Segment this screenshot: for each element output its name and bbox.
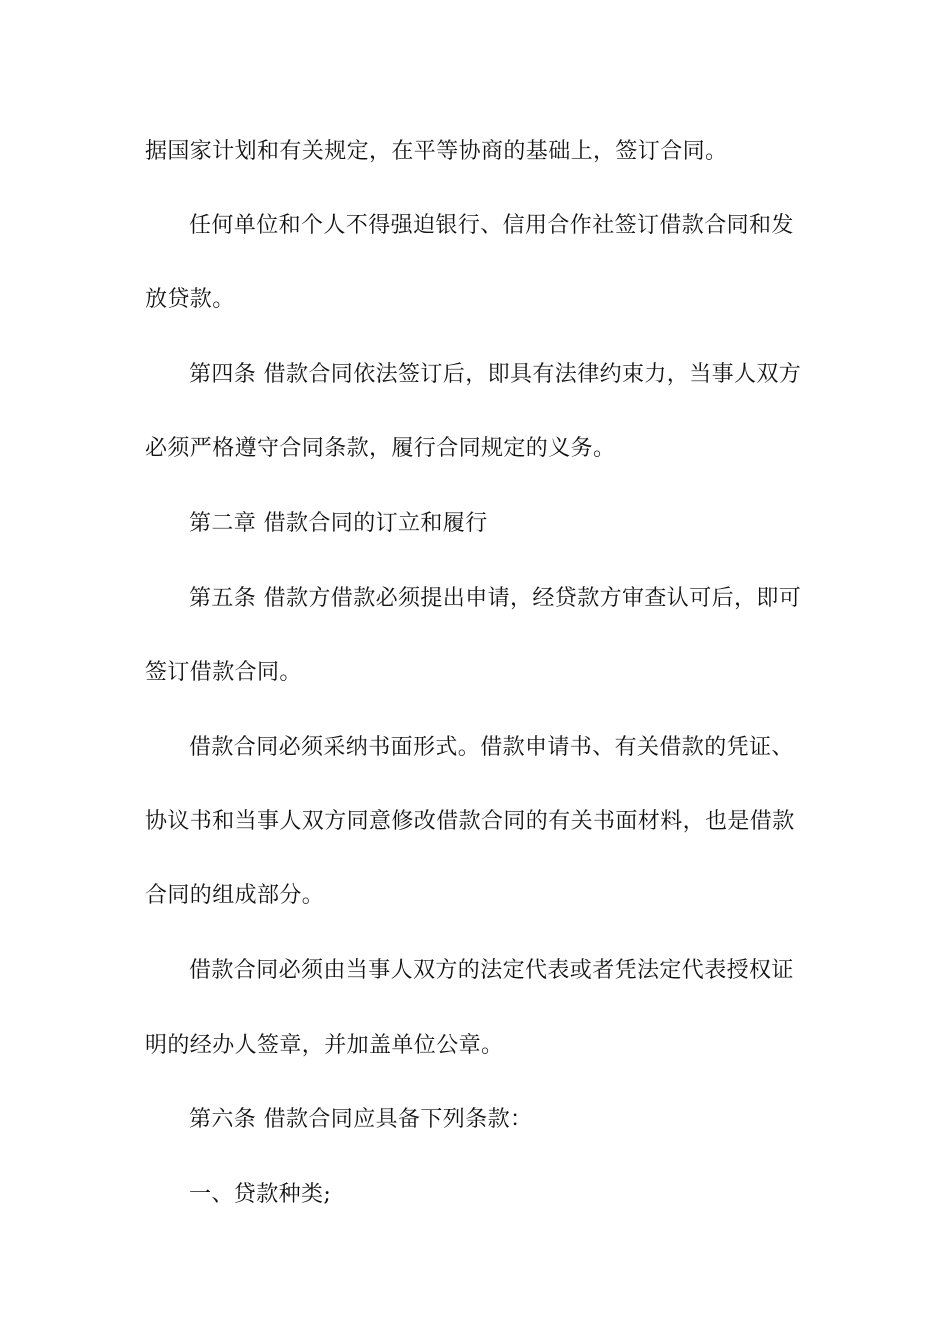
text-line: 借款合同必须由当事人双方的法定代表或者凭法定代表授权证: [189, 958, 794, 983]
text-line: 明的经办人签章，并加盖单位公章。: [145, 1033, 504, 1058]
text-line: 借款合同必须采纳书面形式。借款申请书、有关借款的凭证、: [189, 735, 794, 760]
text-line: 第六条 借款合同应具备下列条款：: [189, 1107, 533, 1132]
chapter-heading: 第二章 借款合同的订立和履行: [189, 511, 488, 536]
text-line: 一、贷款种类;: [189, 1182, 332, 1207]
text-line: 第四条 借款合同依法签订后，即具有法律约束力，当事人双方: [189, 362, 802, 387]
text-line: 第五条 借款方借款必须提出申请，经贷款方审查认可后，即可: [189, 586, 802, 611]
text-line: 放贷款。: [145, 287, 235, 312]
text-line: 据国家计划和有关规定，在平等协商的基础上，签订合同。: [145, 139, 728, 164]
text-line: 任何单位和个人不得强迫银行、信用合作社签订借款合同和发: [189, 213, 794, 238]
text-line: 必须严格遵守合同条款，履行合同规定的义务。: [145, 436, 616, 461]
text-line: 签订借款合同。: [145, 660, 302, 685]
text-line: 合同的组成部分。: [145, 883, 325, 908]
text-line: 协议书和当事人双方同意修改借款合同的有关书面材料，也是借款: [145, 809, 795, 834]
